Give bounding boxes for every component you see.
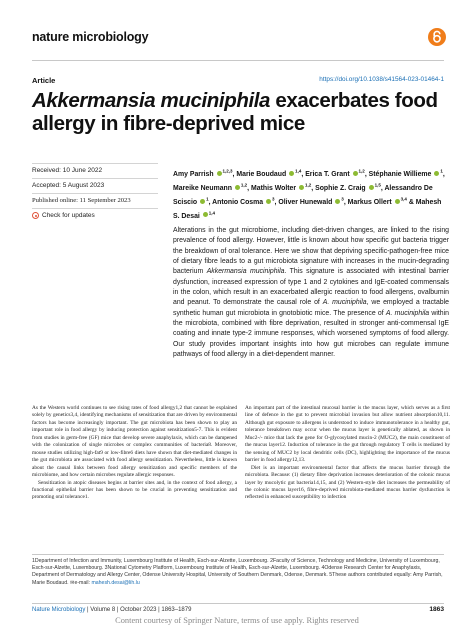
author-separator: , [208, 199, 211, 207]
author-affiliation-sup: 1,2 [240, 182, 248, 188]
footer-issue: | Volume 8 | October 2023 | 1863–1879 [85, 607, 192, 613]
author-affiliation-sup: 3 [272, 196, 275, 202]
author-separator: , [442, 171, 445, 179]
orcid-icon[interactable] [299, 185, 304, 190]
author-affiliation-sup: 3,4 [400, 196, 407, 202]
author-separator: , [311, 185, 314, 193]
author-name[interactable] [305, 171, 367, 178]
author-affiliation-sup: 1,2 [358, 169, 365, 174]
author-separator: , [301, 171, 304, 179]
author-name-text: Erica T. Grant [305, 171, 350, 179]
author-name-text: Marie Boudaud [236, 171, 287, 179]
doi-link[interactable]: https://doi.org/10.1038/s41564-023-01464-1 [319, 76, 444, 83]
author-name[interactable] [173, 182, 250, 193]
page-number: 1863 [429, 606, 444, 613]
author-name-text: Markus Ollert [347, 199, 392, 207]
footer-citation [32, 607, 191, 613]
corresponding-email[interactable]: mahesh.desai@lih.lu [91, 579, 140, 586]
author-name-text: Mareike Neumann [173, 185, 232, 193]
author-affiliation-sup: 1,4 [295, 169, 302, 174]
meta-divider [32, 163, 158, 164]
orcid-icon[interactable] [395, 199, 400, 204]
author-name[interactable] [315, 182, 383, 193]
author-name-text: & Mahesh S. Desai [173, 199, 442, 220]
author-name[interactable] [236, 171, 303, 178]
courtesy-notice: Content courtesy of Springer Nature, terms of use apply. Rights reserved [115, 616, 359, 625]
orcid-icon[interactable] [217, 171, 222, 176]
orcid-icon[interactable] [434, 171, 439, 176]
affiliations-divider [32, 554, 444, 555]
open-access-icon[interactable] [428, 28, 446, 46]
abstract: Alterations in the gut microbiome, including diet-driven changes, are linked to the rising prevalence of food allergy. However, little is known about how specific gut bacteria trigger the breakdown of oral tolerance. Here we show that depriving specific-pathogen-free mice of dietary fibre leads to a gut microbiota signature with increases in the mucin-degrading bacterium Akkermansia muciniphila. This signature is associated with intestinal barrier dysfunction, increased expression of type 1 and 2 cytokines and IgE-coated commensals in the colon, which result in an exacerbated allergic reaction to food allergens, ovalbumin and peanut. To demonstrate the causal role of A. muciniphila, we employed a tractable synthetic human gut microbiota in gnotobiotic mice. The presence of A. muciniphila within the microbiota, combined with fibre deprivation, resulted in stronger anti-commensal IgE coating and innate type-2 immune responses, which worsened symptoms of food allergy. Our study provides important insights into how gut microbes can regulate immune pathways of food allergy in a diet-dependent manner. [173, 227, 449, 359]
author-name-text: Stéphanie Willieme [368, 171, 432, 179]
author-affiliation-sup: 3 [341, 196, 344, 202]
author-name-text: Amy Parrish [173, 171, 214, 179]
orcid-icon[interactable] [266, 199, 271, 204]
author-separator: , [247, 185, 250, 193]
author-list [173, 167, 449, 223]
orcid-icon[interactable] [289, 171, 294, 176]
author-separator: , [232, 171, 235, 179]
check-updates-label: Check for updates [42, 212, 95, 219]
author-name[interactable] [212, 196, 277, 207]
author-name[interactable] [278, 196, 346, 207]
author-name-text: Oliver Hunewald [278, 199, 333, 207]
header-divider [32, 60, 444, 61]
organism-name: Akkermansia muciniphila [206, 268, 285, 276]
orcid-icon[interactable] [335, 199, 340, 204]
published-date: Published online: 11 September 2023 [32, 197, 131, 204]
body-paragraph: Sensitization in atopic diseases begins at barrier sites and, in the context of food allergy, a functional epithelial barrier has been shown to be crucial in preventing sensitization and promoting oral tolerance1. [32, 479, 237, 501]
email-label: e-mail: [74, 579, 91, 586]
author-name-text: Mathis Wolter [251, 185, 297, 193]
orcid-icon[interactable] [235, 185, 240, 190]
accepted-date: Accepted: 5 August 2023 [32, 182, 105, 189]
author-separator: , [343, 199, 346, 207]
article-type: Article [32, 76, 56, 85]
author-affiliation-sup: 1,2 [305, 182, 312, 188]
author-name-text: Alessandro De Sciscio [173, 185, 433, 207]
body-column-right [245, 405, 450, 502]
author-affiliation-sup: 1,5 [374, 182, 381, 188]
meta-divider [32, 208, 158, 209]
author-separator: , [274, 199, 277, 207]
author-name[interactable] [251, 182, 314, 193]
affiliations-text: 1Department of Infection and Immunity, Luxembourg Institute of Health, Esch-sur-Alzette, Luxembourg. 2Faculty of Science, Technology and Medicine, University of Luxembourg, Esch-sur-Alzette, Luxembourg. 3National Cytometry Platform, Luxembourg Institute of Health, Esch-sur-Alzette, Luxembourg. 4Odense Research Center for Anaphylaxis, Department of Dermatology and Allergy Center, Odense University Hospital, University of Southern Denmark, Odense, Denmark. 5These authors contributed equally: Amy Parrish, Marie Boudaud. [32, 558, 443, 586]
check-for-updates-button[interactable] [32, 212, 95, 219]
organism-name: A. muciniphila [322, 299, 367, 307]
author-affiliation-sup: 1,4 [208, 210, 215, 216]
article-title [32, 89, 452, 135]
body-paragraph: An important part of the intestinal mucosal barrier is the mucus layer, which serves as a first line of defence in the gut to prevent microbial invasion but allow nutrient absorption10,11. Although gut exposure to allergens is understood to induce immunotolerance in a healthy gut, tolerance breakdown may occur when the mucus layer is genetically ablated, as shown in Muc2-/- mice that lack the gene for O-glycosylated mucin-2 (MUC2), the main constituent of the mucus layer12. Induction of tolerance in the gut through regulatory T cells is mediated by the sensing of MUC2 by local dendritic cells (DC), highlighting the importance of the mucus barrier in food allergy12,13. [245, 405, 450, 464]
author-name[interactable] [173, 171, 234, 178]
author-separator: , [380, 185, 383, 193]
footer-divider [32, 603, 444, 604]
author-name[interactable] [347, 196, 407, 207]
meta-divider [32, 178, 158, 179]
check-updates-icon [32, 212, 39, 219]
title-rest: exacerbates food allergy in fibre-deprived mice [32, 89, 438, 135]
orcid-icon[interactable] [353, 171, 358, 176]
orcid-icon[interactable] [200, 199, 205, 204]
footer-journal[interactable]: Nature Microbiology [32, 607, 86, 613]
author-affiliation-sup: 1 [440, 169, 443, 174]
affiliations [32, 558, 444, 587]
title-organism: Akkermansia muciniphila [32, 89, 271, 112]
email-icon: ✉ [70, 579, 75, 586]
author-name[interactable] [369, 171, 445, 178]
orcid-icon[interactable] [369, 185, 374, 190]
received-date: Received: 10 June 2022 [32, 167, 103, 174]
author-name-text: Antonio Cosma [212, 199, 264, 207]
author-separator: , [364, 171, 367, 179]
body-paragraph: As the Western world continues to see rising rates of food allergy1,2 that cannot be explained solely by genetics3,4, identifying mechanisms of sensitization that are driven by environmental factors has become increasingly important. The gut microbiota has been shown to play an important role in food allergy by inducing protection against sensitization5-7. This is evident from studies in germ-free (GF) mice that develop severe anaphylaxis, which can be dampened with the colonization of single microbes or complex communities of bacteria8. Moreover, mouse studies utilizing high-fat9 or low-fibre6 diets have shown that diet-mediated changes in the gut microbiota are associated with food allergy sensitization. Nevertheless, little is known about the causal links between food allergy sensitization and specific members of the microbiome, and how certain microbes regulate allergic responses. [32, 405, 237, 479]
journal-name: nature microbiology [32, 30, 149, 44]
author-affiliation-sup: 1,2,3 [222, 169, 233, 174]
body-column-left [32, 405, 237, 502]
author-affiliation-sup: 1 [206, 196, 209, 202]
organism-name: A. muciniphila [385, 309, 430, 317]
body-paragraph: Diet is an important environmental factor that affects the mucus barrier through the microbiota. Because: (1) dietary fibre deprivation increases deterioration of the colonic mucus layer by mucolytic gut bacteria14,15, and (2) Western-style diet increases the permeability of the colonic mucus layer16, fibre-deprived microbiota-mediated mucus barrier dysfunction is reflected in enhanced susceptibility to infection [245, 464, 450, 501]
author-name-text: Sophie Z. Craig [315, 185, 366, 193]
orcid-icon[interactable] [203, 212, 208, 217]
meta-divider [32, 193, 158, 194]
